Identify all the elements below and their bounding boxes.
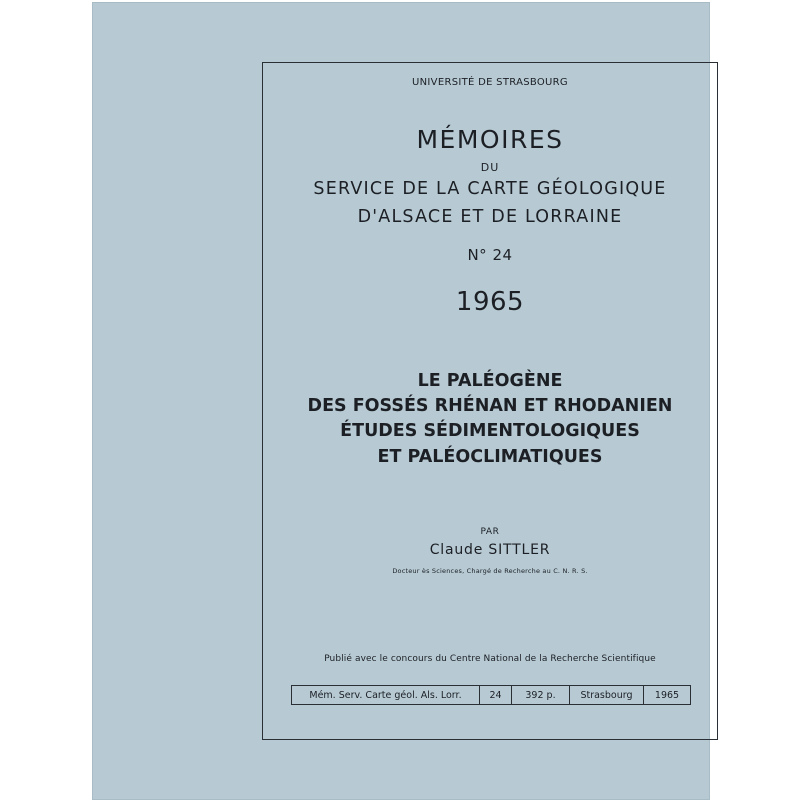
book-cover xyxy=(92,2,710,800)
series-line-2: D'ALSACE ET DE LORRAINE xyxy=(357,207,623,227)
author-name: Claude SITTLER xyxy=(429,542,551,558)
title-line-3: ÉTUDES SÉDIMENTOLOGIQUES xyxy=(340,421,640,441)
reference-city: Strasbourg xyxy=(570,686,644,704)
publication-year: 1965 xyxy=(455,287,525,317)
title-line-4: ET PALÉOCLIMATIQUES xyxy=(377,447,603,467)
author-credentials: Docteur ès Sciences, Chargé de Recherche au C. N. R. S. xyxy=(392,567,588,575)
volume-number: N° 24 xyxy=(467,246,513,264)
reference-volume: 24 xyxy=(480,686,512,704)
reference-table xyxy=(291,685,691,705)
by-label: PAR xyxy=(480,527,500,537)
cover-frame xyxy=(262,62,718,740)
series-line-1: SERVICE DE LA CARTE GÉOLOGIQUE xyxy=(313,179,667,199)
title-line-1: LE PALÉOGÈNE xyxy=(417,371,563,391)
reference-year: 1965 xyxy=(654,689,680,701)
university-name: UNIVERSITÉ DE STRASBOURG xyxy=(412,77,568,88)
reference-pages: 392 p. xyxy=(512,686,570,704)
title-line-2: DES FOSSÉS RHÉNAN ET RHODANIEN xyxy=(307,396,673,416)
series-du: DU xyxy=(480,161,500,174)
series-title: MÉMOIRES xyxy=(416,125,564,154)
publisher-note: Publié avec le concours du Centre National de la Recherche Scientifique xyxy=(324,654,656,664)
reference-journal: Mém. Serv. Carte géol. Als. Lorr. xyxy=(292,686,480,704)
